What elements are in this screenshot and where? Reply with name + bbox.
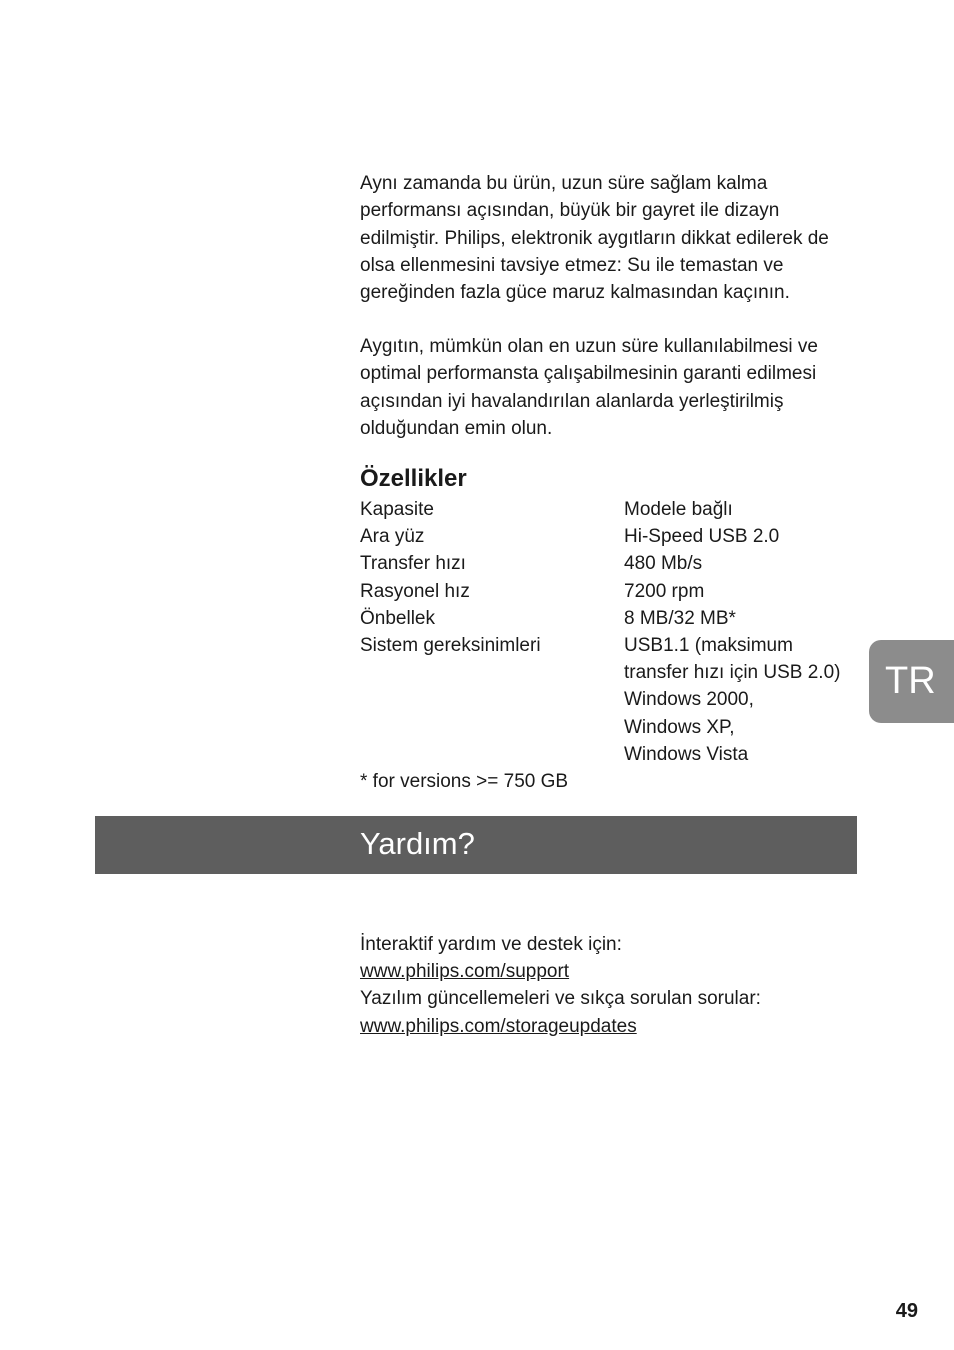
help-title: Yardım? <box>360 826 475 861</box>
spec-label: Kapasite <box>360 499 434 520</box>
spec-row <box>360 578 860 605</box>
spec-label: Önbellek <box>360 607 435 629</box>
language-tab <box>869 640 954 723</box>
spec-label: Sistem gereksinimleri <box>360 635 541 657</box>
spec-value: Hi-Speed USB 2.0 <box>624 526 780 548</box>
spec-row <box>360 523 860 550</box>
intro-paragraph-ventilation: Aygıtın, mümkün olan en uzun süre kullanılabilmesi ve optimal performansta çalışabilmesinin garanti edilmesi açısından iyi havalandırılan alanlarda yerleştirilmiş olduğundan emin olun. <box>360 336 819 439</box>
page-number: 49 <box>895 1300 918 1322</box>
spec-row <box>360 550 860 577</box>
help-banner <box>95 816 857 874</box>
storage-updates-link[interactable]: www.philips.com/storageupdates <box>360 1015 637 1037</box>
specs-table <box>360 496 860 768</box>
specs-heading: Özellikler <box>360 465 467 492</box>
spec-row <box>360 632 860 768</box>
language-tab-label: TR <box>885 660 936 702</box>
spec-value: Modele bağlı <box>624 499 733 520</box>
specs-footnote: * for versions >= 750 GB <box>360 771 569 792</box>
interactive-help-label: İnteraktif yardım ve destek için: <box>360 934 622 955</box>
spec-value: 7200 rpm <box>624 580 705 602</box>
spec-label: Transfer hızı <box>360 553 466 575</box>
spec-value: 480 Mb/s <box>624 553 703 575</box>
support-link[interactable]: www.philips.com/support <box>360 961 570 983</box>
spec-row <box>360 605 860 632</box>
spec-row <box>360 496 860 523</box>
spec-label: Ara yüz <box>360 526 425 548</box>
intro-paragraph-durability: Aynı zamanda bu ürün, uzun süre sağlam kalma performansı açısından, büyük bir gayret ile dizayn edilmiştir. Philips, elektronik aygıtların dikkat edilerek de olsa ellenmesini tavsiye etmez: Su ile temastan ve gereğinden fazla güce maruz kalmasından kaçının. <box>360 173 829 304</box>
help-block <box>360 931 761 1040</box>
spec-value: USB1.1 (maksimum transfer hızı için USB 2.0) Windows 2000, Windows XP, Windows Vista <box>624 635 841 765</box>
spec-label: Rasyonel hız <box>360 580 470 602</box>
spec-value: 8 MB/32 MB* <box>624 607 736 629</box>
updates-label: Yazılım güncellemeleri ve sıkça sorulan sorular: <box>360 988 761 1010</box>
